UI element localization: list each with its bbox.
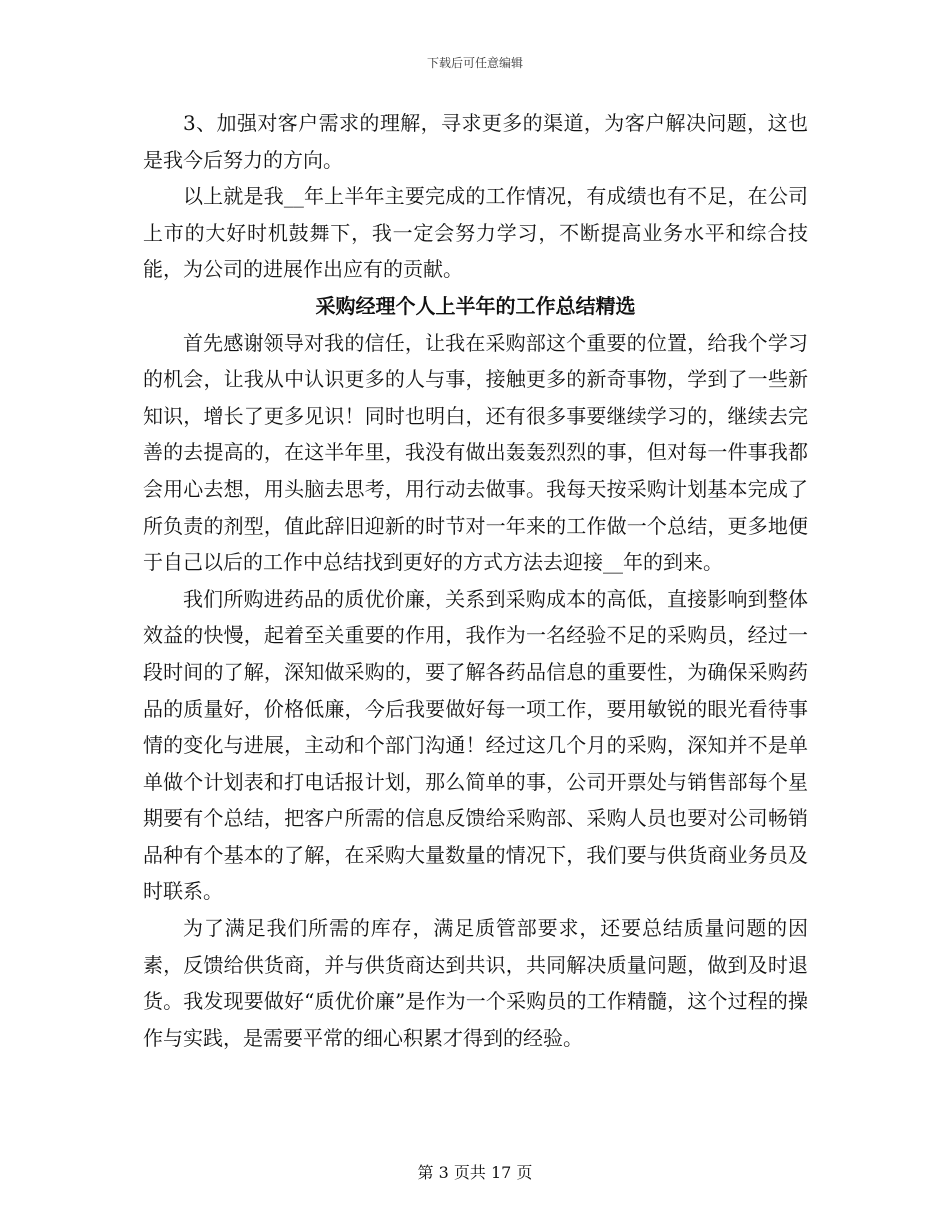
- paragraph-intro: 首先感谢领导对我的信任，让我在采购部这个重要的位置，给我个学习的机会，让我从中认识更多的人与事，接触更多的新奇事物，学到了一些新知识，增长了更多见识！同时也明白，还有很多事要继续学习的，继续去完善的去提高的，在这半年里，我没有做出轰轰烈烈的事，但对每一件事我都会用心去想，用头脑去思考，用行动去做事。我每天按采购计划基本完成了所负责的剂型，值此辞旧迎新的时节对一年来的工作做一个总结，更多地便于自己以后的工作中总结找到更好的方式方法去迎接__年的到来。: [143, 330, 808, 575]
- page-number: 第 3 页共 17 页: [417, 1163, 533, 1182]
- paragraph-summary: 以上就是我__年上半年主要完成的工作情况，有成绩也有不足，在公司上市的大好时机鼓舞下，我一定会努力学习，不断提高业务水平和综合技能，为公司的进展作出应有的贡献。: [143, 184, 808, 282]
- paragraph-item-3: 3、加强对客户需求的理解，寻求更多的渠道，为客户解决问题，这也是我今后努力的方向。: [143, 111, 808, 172]
- page-header: 下载后可任意编辑: [426, 56, 523, 70]
- paragraph-quality-price: 我们所购进药品的质优价廉，关系到采购成本的高低，直接影响到整体效益的快慢，起着至关重要的作用，我作为一名经验不足的采购员，经过一段时间的了解，深知做采购的，要了解各药品信息的重要性，为确保采购药品的质量好，价格低廉，今后我要做好每一项工作，要用敏锐的眼光看待事情的变化与进展，主动和个部门沟通！经过这几个月的采购，深知并不是单单做个计划表和打电话报计划，那么简单的事，公司开票处与销售部每个星期要有个总结，把客户所需的信息反馈给采购部、采购人员也要对公司畅销品种有个基本的了解，在采购大量数量的情况下，我们要与供货商业务员及时联系。: [143, 586, 808, 904]
- paragraph-inventory: 为了满足我们所需的库存，满足质管部要求，还要总结质量问题的因素，反馈给供货商，并与供货商达到共识，共同解决质量问题，做到及时退货。我发现要做好“质优价廉”是作为一个采购员的工作精髓，这个过程的操作与实践，是需要平常的细心积累才得到的经验。: [143, 916, 808, 1050]
- section-title: 采购经理个人上半年的工作总结精选: [315, 293, 636, 318]
- document-body: [143, 105, 808, 1056]
